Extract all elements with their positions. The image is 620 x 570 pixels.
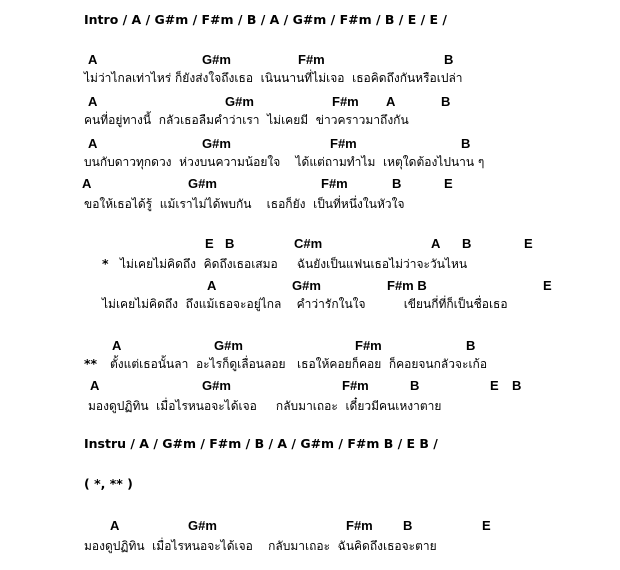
chorus-lyric-1: ไม่เคยไม่คิดถึง คิดถึงเธอเสมอ ฉันยังเป็นแฟนเธอไม่ว่าจะวันไหน (120, 257, 468, 271)
chord-symbol: A (386, 94, 396, 109)
verse-chords-3 (0, 136, 620, 152)
chord-symbol: B (512, 378, 522, 393)
chord-symbol: F#m B (387, 278, 427, 293)
bridge-marker: ** (84, 356, 98, 371)
chord-symbol: G#m (188, 518, 217, 533)
chord-symbol: A (88, 52, 98, 67)
verse-chords-4 (0, 176, 620, 192)
chord-symbol: A (207, 278, 217, 293)
chord-symbol: A (110, 518, 120, 533)
chord-symbol: A (112, 338, 122, 353)
verse-lyric-3: บนกับดาวทุกดวง ห่วงบนความน้อยใจ ได้แต่ถามทำไม เหตุใดต้องไปนาน ๆ (84, 155, 485, 169)
outro-chords-1 (0, 518, 620, 534)
chord-symbol: G#m (225, 94, 254, 109)
bridge-chords-2 (0, 378, 620, 394)
verse-lyric-4: ขอให้เธอได้รู้ แม้เราไม่ได้พบกัน เธอก็ยัง เป็นที่หนึ่งในหัวใจ (84, 197, 405, 211)
chord-symbol: B (466, 338, 476, 353)
chord-symbol: A (82, 176, 92, 191)
repeat-marker: ( *, ** ) (84, 476, 133, 491)
chorus-marker: * (102, 256, 109, 271)
chord-symbol: B (410, 378, 420, 393)
chord-symbol: F#m (330, 136, 357, 151)
chord-symbol: F#m (332, 94, 359, 109)
bridge-lyric-2: มองดูปฏิทิน เมื่อไรหนอจะได้เจอ กลับมาเถอะ เดี๋ยวมีคนเหงาตาย (88, 399, 442, 413)
chord-symbol: B (392, 176, 402, 191)
chord-symbol: E (524, 236, 533, 251)
chord-symbol: B (441, 94, 451, 109)
chord-symbol: G#m (292, 278, 321, 293)
chord-symbol: F#m (342, 378, 369, 393)
chord-symbol: E (482, 518, 491, 533)
chorus-chords-1 (0, 236, 620, 252)
verse-chords-1 (0, 52, 620, 68)
chord-symbol: F#m (355, 338, 382, 353)
chord-symbol: G#m (202, 52, 231, 67)
chord-symbol: A (88, 94, 98, 109)
chord-symbol: G#m (188, 176, 217, 191)
chord-symbol: E (490, 378, 499, 393)
chord-symbol: A (90, 378, 100, 393)
chord-symbol: B (225, 236, 235, 251)
chord-symbol: C#m (294, 236, 323, 251)
instru-line: Instru / A / G#m / F#m / B / A / G#m / F#m B / E B / (84, 436, 438, 451)
verse-chords-2 (0, 94, 620, 110)
verse-lyric-2: คนที่อยู่ทางนี้ กลัวเธอลืมคำว่าเรา ไม่เคยมี ข่าวคราวมาถึงกัน (84, 113, 409, 127)
chord-symbol: A (88, 136, 98, 151)
intro-line: Intro / A / G#m / F#m / B / A / G#m / F#m / B / E / E / (84, 12, 447, 27)
chord-symbol: B (462, 236, 472, 251)
chord-symbol: G#m (214, 338, 243, 353)
chord-symbol: B (403, 518, 413, 533)
chorus-lyric-2: ไม่เคยไม่คิดถึง ถึงแม้เธอจะอยู่ไกล คำว่ารักในใจ เขียนกี่ที่ก็เป็นชื่อเธอ (102, 297, 508, 311)
chord-symbol: F#m (321, 176, 348, 191)
bridge-chords-1 (0, 338, 620, 354)
chord-symbol: A (431, 236, 441, 251)
verse-lyric-1: ไม่ว่าไกลเท่าไหร่ ก็ยังส่งใจถึงเธอ เนินนานที่ไม่เจอ เธอคิดถึงกันหรือเปล่า (84, 71, 463, 85)
chord-symbol: F#m (346, 518, 373, 533)
chord-symbol: E (205, 236, 214, 251)
outro-lyric-1: มองดูปฏิทิน เมื่อไรหนอจะได้เจอ กลับมาเถอะ ฉันคิดถึงเธอจะตาย (84, 539, 437, 553)
chord-symbol: E (444, 176, 453, 191)
chord-symbol: F#m (298, 52, 325, 67)
chord-symbol: B (444, 52, 454, 67)
chord-symbol: G#m (202, 378, 231, 393)
chord-symbol: B (461, 136, 471, 151)
chord-symbol: E (543, 278, 552, 293)
chord-symbol: G#m (202, 136, 231, 151)
bridge-lyric-1: ตั้งแต่เธอนั้นลา อะไรก็ดูเลื่อนลอย เธอให้คอยก็คอย ก็คอยจนกลัวจะเก้อ (110, 357, 488, 371)
chorus-chords-2 (0, 278, 620, 294)
